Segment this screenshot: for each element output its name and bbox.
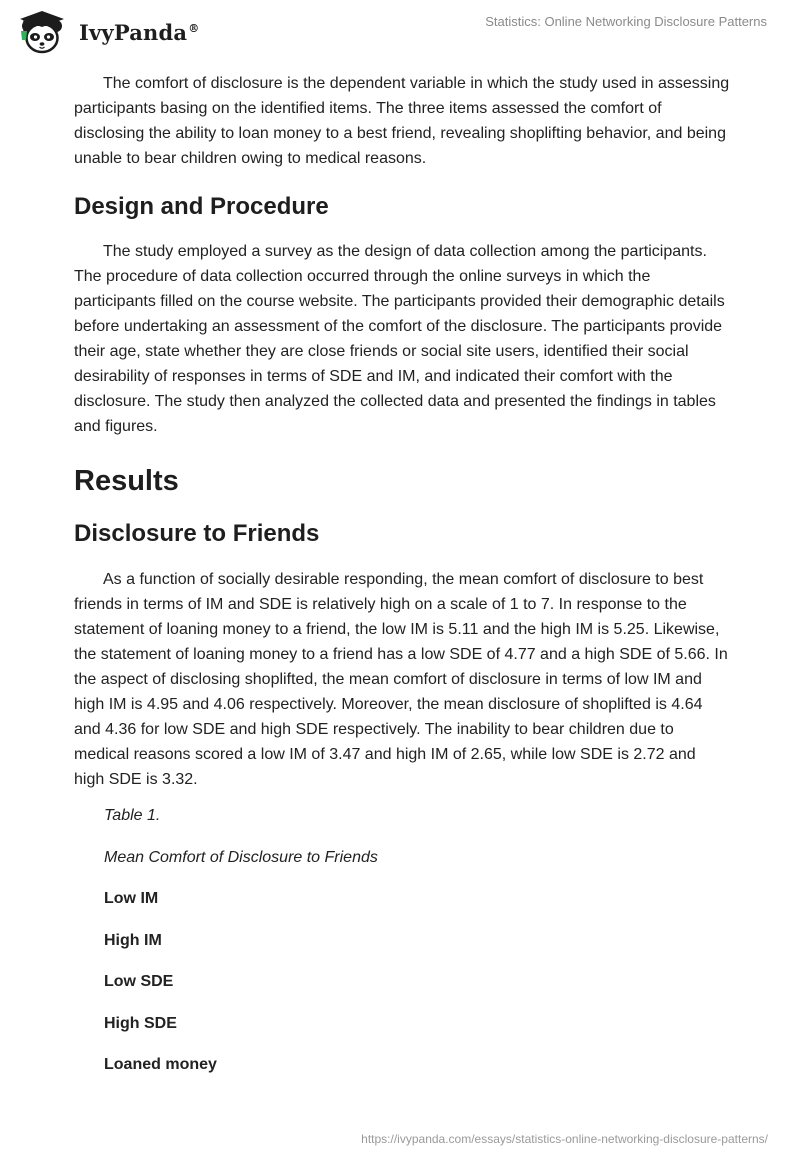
brand-name: IvyPanda® [79, 19, 200, 45]
table-label: Table 1. [104, 807, 161, 824]
table-1 [74, 806, 730, 1075]
table-caption: Mean Comfort of Disclosure to Friends [104, 848, 378, 866]
panda-graduate-icon [14, 9, 74, 55]
table-header-cell: Low IM [104, 890, 159, 907]
brand-logo[interactable] [14, 9, 199, 55]
essay-content [74, 71, 730, 1097]
intro-paragraph: The comfort of disclosure is the dependent variable in which the study used in assessing participants basing on the identified items. The three items assessed the comfort of disclosing the ability to loan money to a best friend, revealing shoplifting behavior, and being unable to bear children owing to medical reasons. [74, 75, 730, 167]
disclosure-friends-heading: Disclosure to Friends [74, 520, 320, 547]
table-header-cell: High SDE [104, 1014, 177, 1032]
table-header-cell: High IM [104, 931, 162, 949]
friends-paragraph: As a function of socially desirable responding, the mean comfort of disclosure to best friends in terms of IM and SDE is relatively high on a scale of 1 to 7. In response to the statement of loaning money to a friend, the low IM is 5.11 and the high IM is 5.25. Likewise, the statement of loaning money to a friend has a low SDE of 4.77 and a high SDE of 5.66. In the aspect of disclosing shoplifted, the mean comfort of disclosure in terms of low IM and high IM is 4.95 and 4.06 respectively. Moreover, the mean disclosure of shoplifted is 4.64 and 4.36 for low SDE and high SDE respectively. The inability to bear children due to medical reasons scored a low IM of 3.47 and high IM of 2.65, while low SDE is 2.72 and high SDE is 3.32. [74, 571, 728, 788]
design-procedure-heading: Design and Procedure [74, 193, 329, 220]
page-header [0, 0, 800, 64]
results-heading: Results [74, 465, 179, 497]
design-paragraph: The study employed a survey as the design of data collection among the participants. The procedure of data collection occurred through the online surveys in which the participants filled on the course website. The participants provided their demographic details before undertaking an assessment of the comfort of the disclosure. The participants provide their age, state whether they are close friends or social site users, identified their social desirability of responses in terms of SDE and IM, and indicated their comfort with the disclosure. The study then analyzed the collected data and presented the findings in tables and figures. [74, 243, 725, 435]
table-header-cell: Low SDE [104, 973, 174, 990]
table-row-label: Loaned money [104, 1056, 217, 1073]
source-url[interactable]: https://ivypanda.com/essays/statistics-online-networking-disclosure-patterns/ [361, 1132, 768, 1146]
document-title: Statistics: Online Networking Disclosure Patterns [485, 14, 767, 29]
